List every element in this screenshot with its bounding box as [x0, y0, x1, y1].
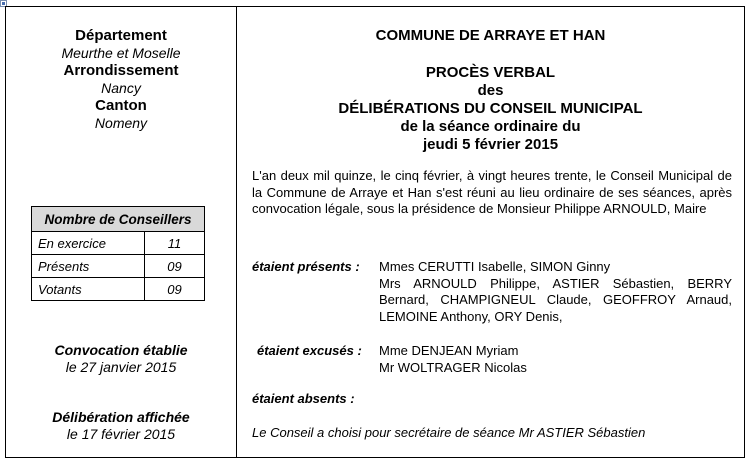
- convocation-block: [6, 342, 236, 376]
- document-header: [237, 27, 744, 154]
- row-label-presents: Présents: [32, 255, 145, 278]
- absents-label: étaient absents :: [252, 391, 355, 406]
- excuses-line2: Mr WOLTRAGER Nicolas: [379, 359, 527, 375]
- table-row: [32, 278, 205, 301]
- commune-title: COMMUNE DE ARRAYE ET HAN: [375, 27, 606, 44]
- table-row: [32, 255, 205, 278]
- excuses-line1: Mme DENJEAN Myriam: [379, 343, 519, 358]
- departement-label: Département: [75, 27, 167, 44]
- row-value-votants: 09: [145, 278, 205, 301]
- table-row: [32, 232, 205, 255]
- canton-value: Nomeny: [94, 115, 148, 131]
- conseillers-header: Nombre de Conseillers: [32, 207, 205, 232]
- seance-title: de la séance ordinaire du: [400, 118, 581, 135]
- arrondissement-value: Nancy: [101, 80, 141, 96]
- secretaire-line: Le Conseil a choisi pour secrétaire de séance Mr ASTIER Sébastien: [252, 425, 646, 440]
- row-value-en-exercice: 11: [145, 232, 205, 255]
- excuses-label: étaient excusés :: [257, 343, 362, 358]
- affichage-label: Délibération affichée: [52, 409, 190, 425]
- administrative-info: [6, 27, 236, 132]
- document-frame: [5, 6, 745, 458]
- intro-paragraph: L'an deux mil quinze, le cinq février, à vingt heures trente, le Conseil Municipal de la Commune de Arraye et Han s'est réuni au lieu ordinaire de ses séances, après convocation légale, sous la présidence de Monsieur Philippe ARNOULD, Maire: [252, 168, 732, 216]
- deliberations-title: DÉLIBÉRATIONS DU CONSEIL MUNICIPAL: [338, 100, 643, 117]
- presents-label: étaient présents :: [252, 259, 360, 274]
- right-panel: [237, 7, 744, 457]
- proces-verbal-title: PROCÈS VERBAL: [425, 64, 556, 81]
- title-des: des: [477, 82, 504, 99]
- convocation-date: le 27 janvier 2015: [65, 359, 177, 375]
- arrondissement-label: Arrondissement: [63, 62, 179, 79]
- row-label-en-exercice: En exercice: [32, 232, 145, 255]
- presents-line2: Mrs ARNOULD Philippe, ASTIER Sébastien, BERRY Bernard, CHAMPIGNEUL Claude, GEOFFROY Arnaud, LEMOINE Anthony, ORY Denis,: [379, 275, 732, 324]
- departement-value: Meurthe et Moselle: [61, 45, 181, 61]
- left-panel: [6, 7, 237, 457]
- conseillers-header-row: [32, 207, 205, 232]
- affichage-block: [6, 409, 236, 443]
- row-value-presents: 09: [145, 255, 205, 278]
- seance-date: jeudi 5 février 2015: [422, 136, 559, 153]
- row-label-votants: Votants: [32, 278, 145, 301]
- convocation-label: Convocation établie: [54, 342, 188, 358]
- affichage-date: le 17 février 2015: [66, 426, 176, 442]
- presents-line1: Mmes CERUTTI Isabelle, SIMON Ginny: [379, 259, 611, 274]
- canton-label: Canton: [95, 97, 147, 114]
- conseillers-table: [31, 206, 205, 301]
